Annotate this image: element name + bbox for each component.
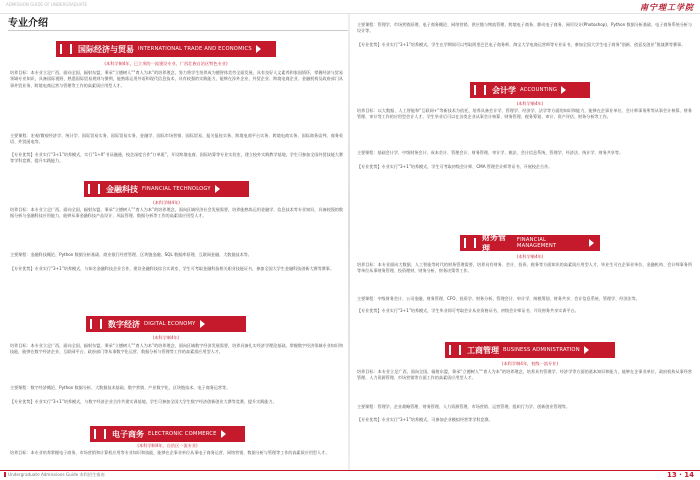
feature-text: 【专业优势】专业实行“3+1”培养模式，学生毕业即可考取会计从业资格证书、初级会计师证书，开设财务共享实训平台。 — [357, 308, 579, 313]
arrow-icon — [256, 45, 261, 53]
section-title-cn: 电子商务 — [112, 429, 144, 439]
goal-text: 培养目标：本专业立足广西，面向全国，辐射东盟，秉承“立德树人”“育人为本”的培养理念，培养具有管理学、经济学等方面的基本知识和能力，能够在企事业单位、政府机构从事经营管理、人力资源管理、市场营销等方面工作的高素质应用型人才。 — [357, 369, 692, 381]
goal-text: 培养目标：以大数据、人工智能和“互联网+”等新技术为依托，培养具备会计学、管理学、经济学、法学等方面的知识和能力，能够在企事业单位、会计师事务所等从事会计核算、财务管理、审计等工作的应用型会计人才。学生毕业后可以在各类企业从事会计核算、财务管理、税务筹划、审计、资产评估、财务分析等工作。 — [357, 108, 692, 120]
section-course — [357, 150, 692, 156]
section-goal — [10, 450, 343, 468]
course-text: 主要课程：数字经济概论、Python 数据分析、大数据技术基础、数字营销、产业数字化、区块链技术、电子商务运营等。 — [10, 385, 231, 390]
header-bar — [0, 0, 700, 14]
course-text: 主要课程：管理学、市场营销原理、电子商务概论、网络营销、供应链与物流管理、跨境电子商务、移动电子商务、网页设计(Photoshop)、Python 数据分析基础、电子商务系统分析与设计等。 — [357, 22, 692, 34]
feature-text: 【专业优势】专业实行“3+1”培养模式，学生在学期间可以考取阿里巴巴电子商务师、淘宝大学电商运营师等专业证书，参加全国大学生电子商务“创新、创意及创业”挑战赛等赛事。 — [357, 42, 686, 47]
section-title-cn: 会计学 — [492, 85, 516, 95]
section-title-cn: 数字经济 — [108, 319, 140, 329]
section-goal — [357, 108, 692, 121]
banner-mark-icon — [90, 319, 102, 329]
section-course — [10, 133, 343, 146]
section-goal — [357, 369, 692, 382]
page-gutter — [348, 14, 350, 470]
header-rule — [0, 13, 700, 14]
course-text: 主要课程：管理学、企业战略管理、财务管理、人力资源管理、市场营销、运营管理、组织行为学、创新创业管理等。 — [357, 404, 570, 409]
section-banner-finance — [460, 235, 600, 251]
section-banner-accounting — [470, 82, 590, 98]
banner-mark-icon — [94, 429, 106, 439]
section-title-en: ELECTRONIC COMMERCE — [148, 431, 217, 437]
banner-mark-icon — [464, 238, 476, 248]
goal-text: 培养目标：本专业培养掌握电子商务、市场营销和计算机应用等专业知识和技能，能够在企事业单位从事电子商务运营、网络营销、数据分析与管理等工作的高素质应用型人才。 — [10, 450, 330, 455]
footer-rule — [0, 470, 700, 471]
section-banner-fintech — [84, 181, 249, 197]
section-title-cn: 金融科技 — [106, 184, 138, 194]
header-school-name: 南宁理工学院 — [640, 2, 694, 12]
feature-text: 【专业优势】专业实行“3+1”培养模式，可参加企业模拟经营等学科竞赛。 — [357, 417, 493, 422]
arrow-icon — [200, 320, 205, 328]
section-subtitle: (本科学制4年) — [152, 335, 180, 340]
arrow-icon — [589, 239, 594, 247]
section-title-cn: 国际经济与贸易 — [78, 44, 134, 54]
section-feature — [357, 308, 692, 314]
section-goal — [10, 343, 343, 356]
section-banner-ecommerce — [90, 426, 245, 442]
arrow-icon — [215, 185, 220, 193]
page-numbers: 13 · 14 — [666, 471, 694, 479]
section-banner-business-admin — [445, 342, 615, 358]
section-banner-digital — [86, 316, 246, 332]
section-subtitle: (本科学制4年) — [516, 101, 544, 106]
section-title-en: ACCOUNTING — [520, 87, 558, 93]
section-title-en: FINANCIAL TECHNOLOGY — [142, 186, 211, 192]
section-title-en: BUSINESS ADMINISTRATION — [503, 347, 580, 353]
goal-text: 培养目标：本专业立足广西，面向全国，辐射东盟，秉承“立德树人”“育人为本”的培养理念，面向区域经济社会发展需要，培养能熟练运用金融学、信息技术等专业知识，具备较强的数据分析与金融科技应用能力，能够从事金融科技产品设计、风险管理、数据分析等工作的高素质应用型人才。 — [10, 207, 343, 219]
ecommerce-course — [357, 22, 692, 35]
goal-text: 培养目标：本专业面向大数据、人工智能等时代的财务管理需要，培养具有财务、会计、投资、税务等方面知识的高素质应用型人才，毕业生可在企事业单位、金融机构、会计师事务所等单位从事财务管理、投资理财、财务分析、财务决策等工作。 — [357, 262, 692, 274]
banner-mark-icon — [60, 44, 72, 54]
section-subtitle: (本科学制4年，已立项的一流建设专业，广西壮族自治区特色专业) — [104, 61, 228, 66]
banner-mark-icon — [449, 345, 461, 355]
section-feature — [10, 266, 343, 272]
course-text: 主要课程：金融科技概论、Python 数据分析基础、商业银行经营管理、区块链金融、SQL 数据库原理、互联网金融、大数据技术等。 — [10, 252, 252, 257]
course-text: 主要课程：宏观/微观经济学、统计学、国际贸易实务、国际贸易实务、金融学、国际市场营销、国际贸易、报关报检实务、跨境电商平台实务、跨境电商实务、国际商务谈判、商务英语、外贸函电等。 — [10, 133, 343, 145]
section-goal — [10, 207, 343, 220]
ecommerce-feature — [357, 42, 692, 48]
section-course — [357, 404, 692, 410]
section-title-en: FINANCIAL MANAGEMENT — [516, 237, 557, 249]
course-text: 主要课程：基础会计学、中级财务会计、成本会计、管理会计、财务管理、审计学、税法、会计信息系统、管理学、经济法、统计学、财务共享等。 — [357, 150, 624, 155]
banner-mark-icon — [474, 85, 486, 95]
section-course — [10, 385, 343, 391]
section-subtitle: (本科学制4年) — [516, 254, 544, 259]
section-title-en: DIGITAL ECONOMY — [144, 321, 196, 327]
section-course — [10, 252, 343, 258]
header-left-text: ADMISSION GUIDE OF UNDERGRADUATE — [6, 2, 88, 7]
arrow-icon — [584, 346, 589, 354]
section-subtitle: (本科学制4年，校级一流专业) — [501, 361, 559, 366]
footer-text: Undergraduate Admissions Guide 本科招生指南 — [8, 472, 105, 477]
section-course — [357, 296, 692, 302]
goal-text: 培养目标：本专业立足广西，面向全国，辐射东盟，秉承“立德树人”“育人为本”的培养理念，努力将学生培养成为德智体美劳全面发展，具有良好人文素养和家国情怀，掌握经济与贸易领域专业知识，具备国际视野，熟悉国际贸易规则与惯例，能熟练运用外语和现代信息技术，具有较强的实践能力，能够在涉外企业、外贸企业、跨境电商企业、金融机构及政府部门从事外贸业务、跨境电商运营与管理等工作的高素质应用型人才。 — [10, 70, 343, 88]
title-rule — [8, 30, 348, 31]
arrow-icon — [221, 430, 226, 438]
section-title-cn: 工商管理 — [467, 345, 499, 355]
feature-text: 【专业优势】专业实行“3+1”培养模式，与数字经济企业合作共建实训基地，学生可参加全国大学生数字经济创新创业大赛等竞赛，提升实践能力。 — [10, 399, 277, 404]
section-feature — [10, 399, 343, 405]
page-title: 专业介绍 — [8, 18, 48, 29]
section-title-en: INTERNATIONAL TRADE AND ECONOMICS — [138, 46, 252, 52]
footer-bar — [0, 470, 700, 480]
feature-text: 【专业优势】专业实行“3+1”培养模式，实行“1+X”书证融通，校企深度合作“订单班”，开设跨境电商、国际结算等专业实验室，建立校外实践教学基地，学生可参加全国外贸技能大赛等学科竞赛，提升实践能力。 — [10, 152, 343, 164]
feature-text: 【专业优势】专业实行“3+1”培养模式，与知名金融科技企业合作，建设金融科技综合实训室，学生可考取金融科技相关职业技能证书，参加全国大学生金融科技创新大赛等赛事。 — [10, 266, 334, 271]
section-goal — [10, 70, 343, 89]
section-feature — [10, 152, 343, 165]
section-feature — [357, 417, 692, 423]
goal-text: 培养目标：本专业立足广西，面向全国，辐射东盟，秉承“立德树人”“育人为本”的培养理念，面向区域数字经济发展需要，培养具备扎实经济学理论基础，掌握数字经济领域专业知识和技能，能够在数字经济企业、互联网平台、政府部门等从事数字化运营、数据分析与管理等工作的高素质应用型人才。 — [10, 343, 343, 355]
banner-mark-icon — [88, 184, 100, 194]
arrow-icon — [561, 86, 566, 94]
section-goal — [357, 262, 692, 275]
footer-marker — [4, 472, 6, 477]
section-banner-trade — [56, 41, 276, 57]
feature-text: 【专业优势】专业实行“3+1”培养模式，学生可考取初级会计师、CMA 管理会计师等证书，开展校企合作。 — [357, 164, 553, 169]
section-subtitle: (本科学制4年) — [153, 200, 180, 205]
section-feature — [357, 164, 692, 170]
section-title-cn: 财务管理 — [482, 233, 506, 253]
section-subtitle: (本科学制4年，自治区一流专业) — [137, 443, 198, 448]
course-text: 主要课程：中级财务会计、公司金融、财务管理、CFO、投资学、财务分析、管理会计、审计学、纳税筹划、财务共享、会计信息系统、管理学、经济法等。 — [357, 296, 640, 301]
